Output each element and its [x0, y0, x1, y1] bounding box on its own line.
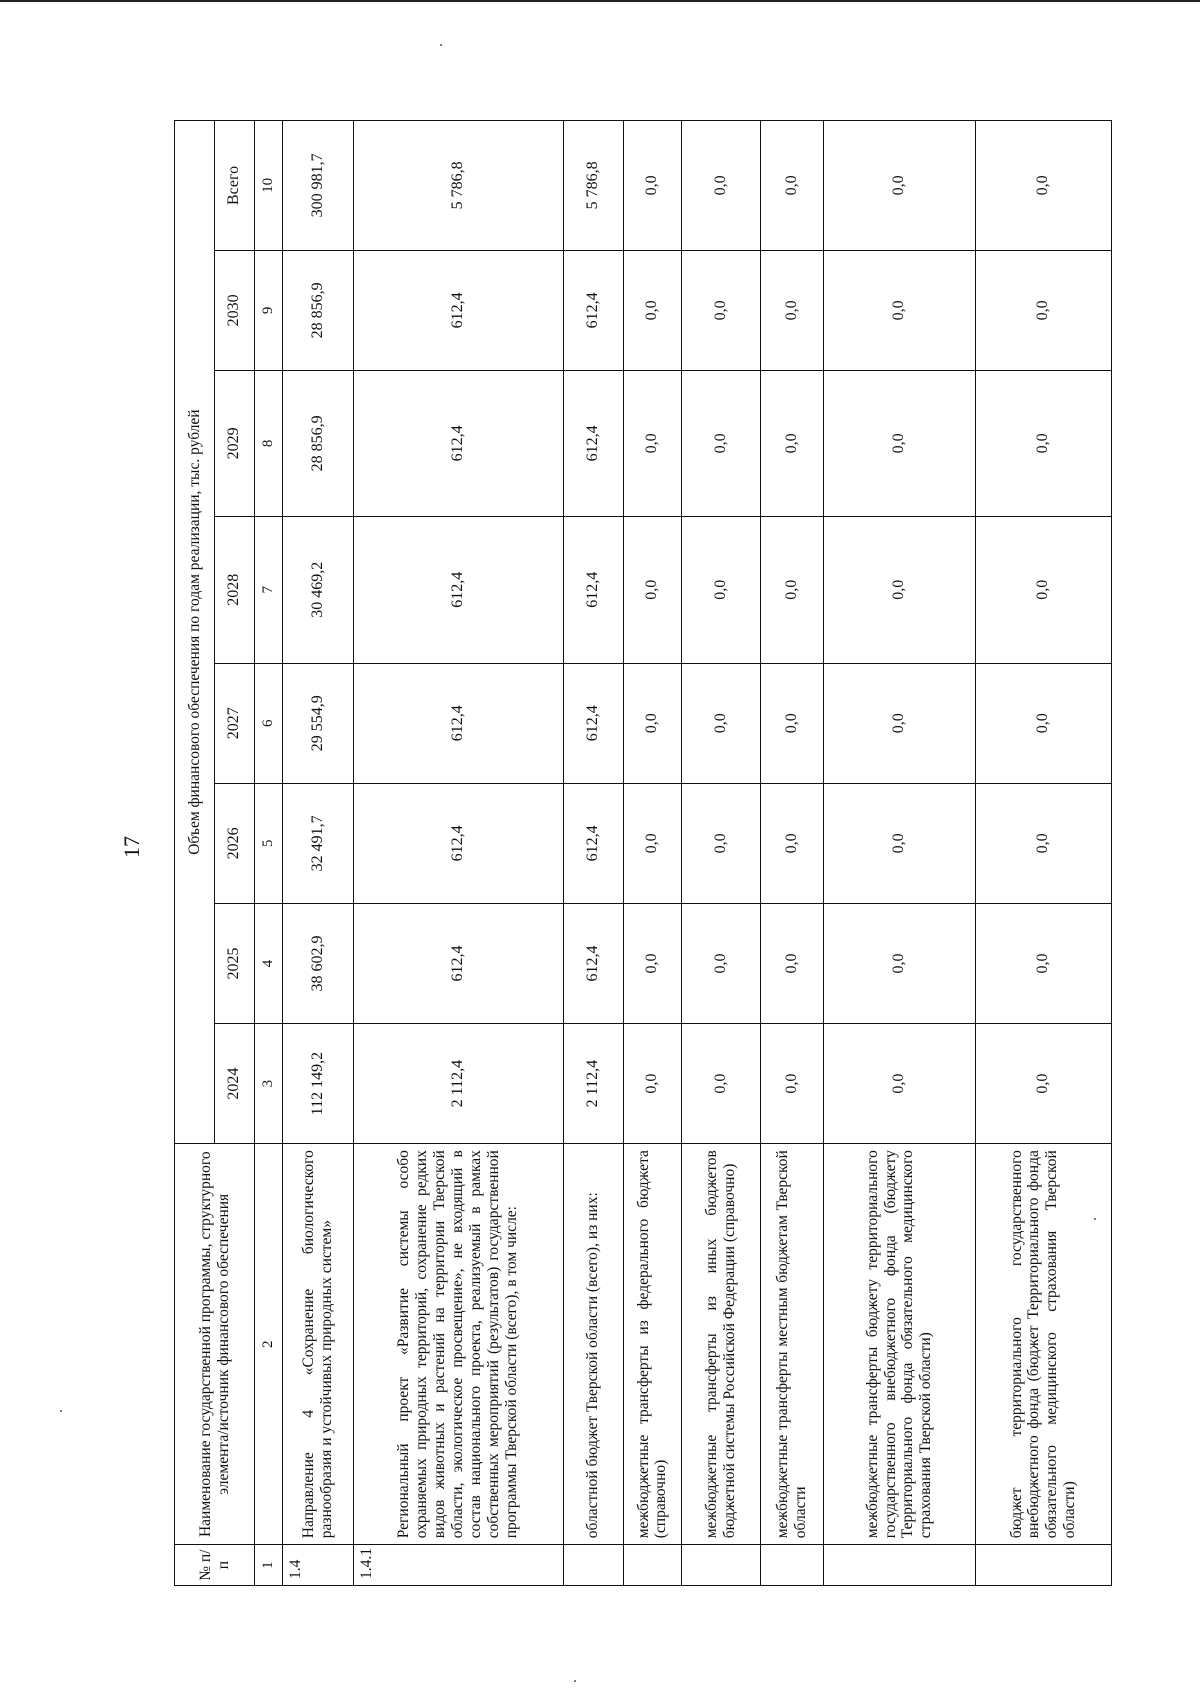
row-value: 0,0 — [624, 1024, 682, 1144]
table-row — [624, 121, 682, 1586]
row-total: 0,0 — [624, 121, 682, 251]
header-year: 2027 — [215, 663, 255, 783]
column-number: 4 — [255, 903, 283, 1023]
row-value: 2 112,4 — [354, 1024, 563, 1144]
scan-speck — [60, 1410, 62, 1412]
row-total: 0,0 — [975, 121, 1111, 251]
row-value: 28 856,9 — [283, 250, 354, 370]
row-value: 0,0 — [681, 783, 761, 903]
row-value: 0,0 — [975, 370, 1111, 516]
header-year: 2026 — [215, 783, 255, 903]
table-row — [283, 121, 354, 1586]
row-value: 112 149,2 — [283, 1024, 354, 1144]
scan-speck — [1094, 1218, 1096, 1220]
table-row — [681, 121, 761, 1586]
row-total: 0,0 — [681, 121, 761, 251]
row-name: межбюджетные трансферты из федерального бюджета (справочно) — [624, 1144, 682, 1545]
row-value: 0,0 — [975, 250, 1111, 370]
row-value: 612,4 — [563, 783, 624, 903]
column-number: 1 — [255, 1545, 283, 1586]
row-value: 0,0 — [824, 783, 976, 903]
table-row — [824, 121, 976, 1586]
row-number — [563, 1545, 624, 1586]
row-value: 0,0 — [824, 663, 976, 783]
row-value: 0,0 — [761, 1024, 824, 1144]
row-value: 0,0 — [624, 370, 682, 516]
header-year: 2030 — [215, 250, 255, 370]
row-value: 0,0 — [761, 370, 824, 516]
row-total: 5 786,8 — [563, 121, 624, 251]
row-value: 0,0 — [761, 516, 824, 663]
row-value: 0,0 — [761, 250, 824, 370]
row-value: 28 856,9 — [283, 370, 354, 516]
row-value: 0,0 — [975, 903, 1111, 1023]
row-value: 0,0 — [761, 903, 824, 1023]
row-value: 0,0 — [824, 516, 976, 663]
row-value: 0,0 — [624, 783, 682, 903]
row-number: 1.4.1 — [354, 1545, 563, 1586]
row-value: 0,0 — [681, 370, 761, 516]
column-number: 3 — [255, 1024, 283, 1144]
row-value: 0,0 — [824, 370, 976, 516]
column-number: 7 — [255, 516, 283, 663]
table-row — [354, 121, 563, 1586]
column-number: 8 — [255, 370, 283, 516]
row-value: 30 469,2 — [283, 516, 354, 663]
table-row — [975, 121, 1111, 1586]
row-value: 0,0 — [624, 903, 682, 1023]
row-number — [761, 1545, 824, 1586]
row-value: 612,4 — [354, 663, 563, 783]
row-value: 0,0 — [975, 783, 1111, 903]
row-value: 612,4 — [354, 903, 563, 1023]
row-value: 612,4 — [563, 370, 624, 516]
row-number — [681, 1545, 761, 1586]
row-value: 0,0 — [824, 250, 976, 370]
funding-table-sheet — [174, 120, 1112, 1586]
funding-table — [174, 120, 1112, 1586]
row-value: 0,0 — [824, 1024, 976, 1144]
header-no: № п/п — [175, 1545, 255, 1586]
header-total: Всего — [215, 121, 255, 251]
header-year: 2024 — [215, 1024, 255, 1144]
header-volume: Объем финансового обеспечения по годам реализации, тыс. рублей — [175, 121, 215, 1144]
row-value: 38 602,9 — [283, 903, 354, 1023]
row-value: 0,0 — [761, 783, 824, 903]
row-name: бюджет территориального государственного внебюджетного фонда (бюджет Территориального фонда обязательного медицинского страхования Тверской области) — [975, 1144, 1111, 1545]
column-number: 9 — [255, 250, 283, 370]
row-value: 32 491,7 — [283, 783, 354, 903]
row-value: 612,4 — [563, 663, 624, 783]
header-year: 2028 — [215, 516, 255, 663]
header-name: Наименование государственной программы, структурного элемента/источник финансового обеспечения — [175, 1144, 255, 1545]
scan-edge-line — [0, 0, 1200, 2]
row-number — [824, 1545, 976, 1586]
row-total: 0,0 — [824, 121, 976, 251]
row-value: 612,4 — [354, 250, 563, 370]
row-value: 612,4 — [354, 783, 563, 903]
row-number: 1.4 — [283, 1545, 354, 1586]
row-value: 0,0 — [681, 903, 761, 1023]
row-total: 0,0 — [761, 121, 824, 251]
row-value: 2 112,4 — [563, 1024, 624, 1144]
row-value: 0,0 — [761, 663, 824, 783]
row-value: 0,0 — [624, 663, 682, 783]
column-number: 10 — [255, 121, 283, 251]
header-year: 2025 — [215, 903, 255, 1023]
row-total: 300 981,7 — [283, 121, 354, 251]
row-value: 29 554,9 — [283, 663, 354, 783]
table-row — [563, 121, 624, 1586]
row-value: 0,0 — [975, 1024, 1111, 1144]
row-name: межбюджетные трансферты из иных бюджетов бюджетной системы Российской Федерации (справочно) — [681, 1144, 761, 1545]
row-name: Региональный проект «Развитие системы особо охраняемых природных территорий, сохранение редких видов животных и растений на территории Тверской области, экологическое просвещение», не входящий в состав национального проекта, реализуемый в рамках собственных мероприятий (результатов) государственной программы Тверской области (всего), в том числе: — [354, 1144, 563, 1545]
row-name: областной бюджет Тверской области (всего), из них: — [563, 1144, 624, 1545]
row-value: 612,4 — [563, 903, 624, 1023]
row-value: 612,4 — [563, 516, 624, 663]
row-value: 612,4 — [354, 370, 563, 516]
header-year: 2029 — [215, 370, 255, 516]
row-name: Направление 4 «Сохранение биологического разнообразия и устойчивых природных систем» — [283, 1144, 354, 1545]
column-number: 2 — [255, 1144, 283, 1545]
row-name: межбюджетные трансферты бюджету территориального государственного внебюджетного фонда (бюджету Территориального фонда обязательного медицинского страхования Тверской области) — [824, 1144, 976, 1545]
table-row — [761, 121, 824, 1586]
row-value: 0,0 — [681, 516, 761, 663]
row-value: 0,0 — [975, 663, 1111, 783]
row-value: 612,4 — [563, 250, 624, 370]
column-number: 5 — [255, 783, 283, 903]
row-name: межбюджетные трансферты местным бюджетам Тверской области — [761, 1144, 824, 1545]
page-number: 17 — [119, 836, 144, 858]
column-number: 6 — [255, 663, 283, 783]
row-value: 0,0 — [681, 1024, 761, 1144]
row-value: 0,0 — [624, 250, 682, 370]
row-value: 0,0 — [681, 663, 761, 783]
row-total: 5 786,8 — [354, 121, 563, 251]
row-number — [624, 1545, 682, 1586]
row-value: 0,0 — [681, 250, 761, 370]
row-value: 0,0 — [624, 516, 682, 663]
scan-speck — [574, 1680, 576, 1682]
scan-speck — [440, 44, 442, 46]
row-number — [975, 1545, 1111, 1586]
row-value: 0,0 — [975, 516, 1111, 663]
row-value: 0,0 — [824, 903, 976, 1023]
row-value: 612,4 — [354, 516, 563, 663]
